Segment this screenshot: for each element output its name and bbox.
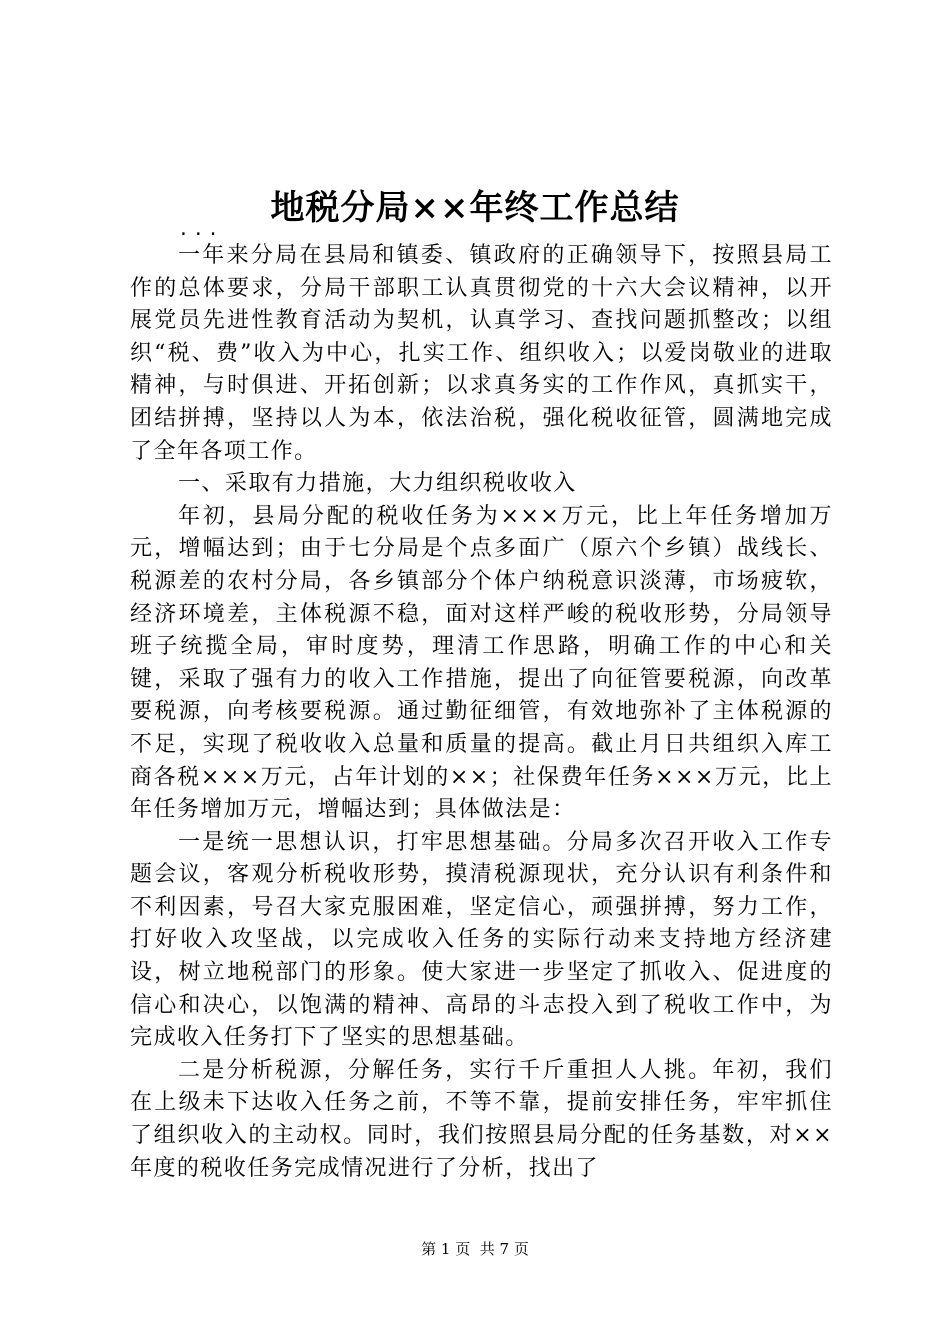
- page-footer: 第 1 页 共 7 页: [421, 1240, 529, 1258]
- document-body: [130, 240, 833, 1185]
- ellipsis-marker: ...: [178, 219, 223, 240]
- paragraph-point-two: 二是分析税源，分解任务，实行千斤重担人人挑。年初，我们在上级未下达收入任务之前，不等不靠，提前安排任务，牢牢抓住了组织收入的主动权。同时，我们按照县局分配的任务基数，对××年度的税收任务完成情况进行了分析，找出了: [130, 1057, 833, 1181]
- paragraph-tax-task: 年初，县局分配的税收任务为×××万元，比上年任务增加万元，增幅达到；由于七分局是个点多面广（原六个乡镇）战线长、税源差的农村分局，各乡镇部分个体户纳税意识淡薄，市场疲软，经济环境差，主体税源不稳，面对这样严峻的税收形势，分局领导班子统揽全局，审时度势，理清工作思路，明确工作的中心和关键，采取了强有力的收入工作措施，提出了向征管要税源，向改革要税源，向考核要税源。通过勤征细管，有效地弥补了主体税源的不足，实现了税收收入总量和质量的提高。截止月日共组织入库工商各税×××万元，占年计划的××；社保费年任务×××万元，比上年任务增加万元，增幅达到；具体做法是：: [130, 503, 833, 823]
- paragraph-intro: 一年来分局在县局和镇委、镇政府的正确领导下，按照县局工作的总体要求，分局干部职工认真贯彻党的十六大会议精神，以开展党员先进性教育活动为契机，认真学习、查找问题抓整改；以组织“税、费”收入为中心，扎实工作、组织收入；以爱岗敬业的进取精神，与时俱进、开拓创新；以求真务实的工作作风，真抓实干，团结拼搏，坚持以人为本，依法治税，强化税收征管，圆满地完成了全年各项工作。: [130, 243, 833, 464]
- document-title: 地税分局××年终工作总结: [270, 188, 680, 228]
- section-heading-1: 一、采取有力措施，大力组织税收收入: [178, 471, 577, 497]
- paragraph-point-one: 一是统一思想认识，打牢思想基础。分局多次召开收入工作专题会议，客观分析税收形势，摸清税源现状，充分认识有利条件和不利因素，号召大家克服困难，坚定信心，顽强拼搏，努力工作，打好收入攻坚战，以完成收入任务的实际行动来支持地方经济建设，树立地税部门的形象。使大家进一步坚定了抓收入、促进度的信心和决心，以饱满的精神、高昂的斗志投入到了税收工作中，为完成收入任务打下了坚实的思想基础。: [130, 829, 833, 1051]
